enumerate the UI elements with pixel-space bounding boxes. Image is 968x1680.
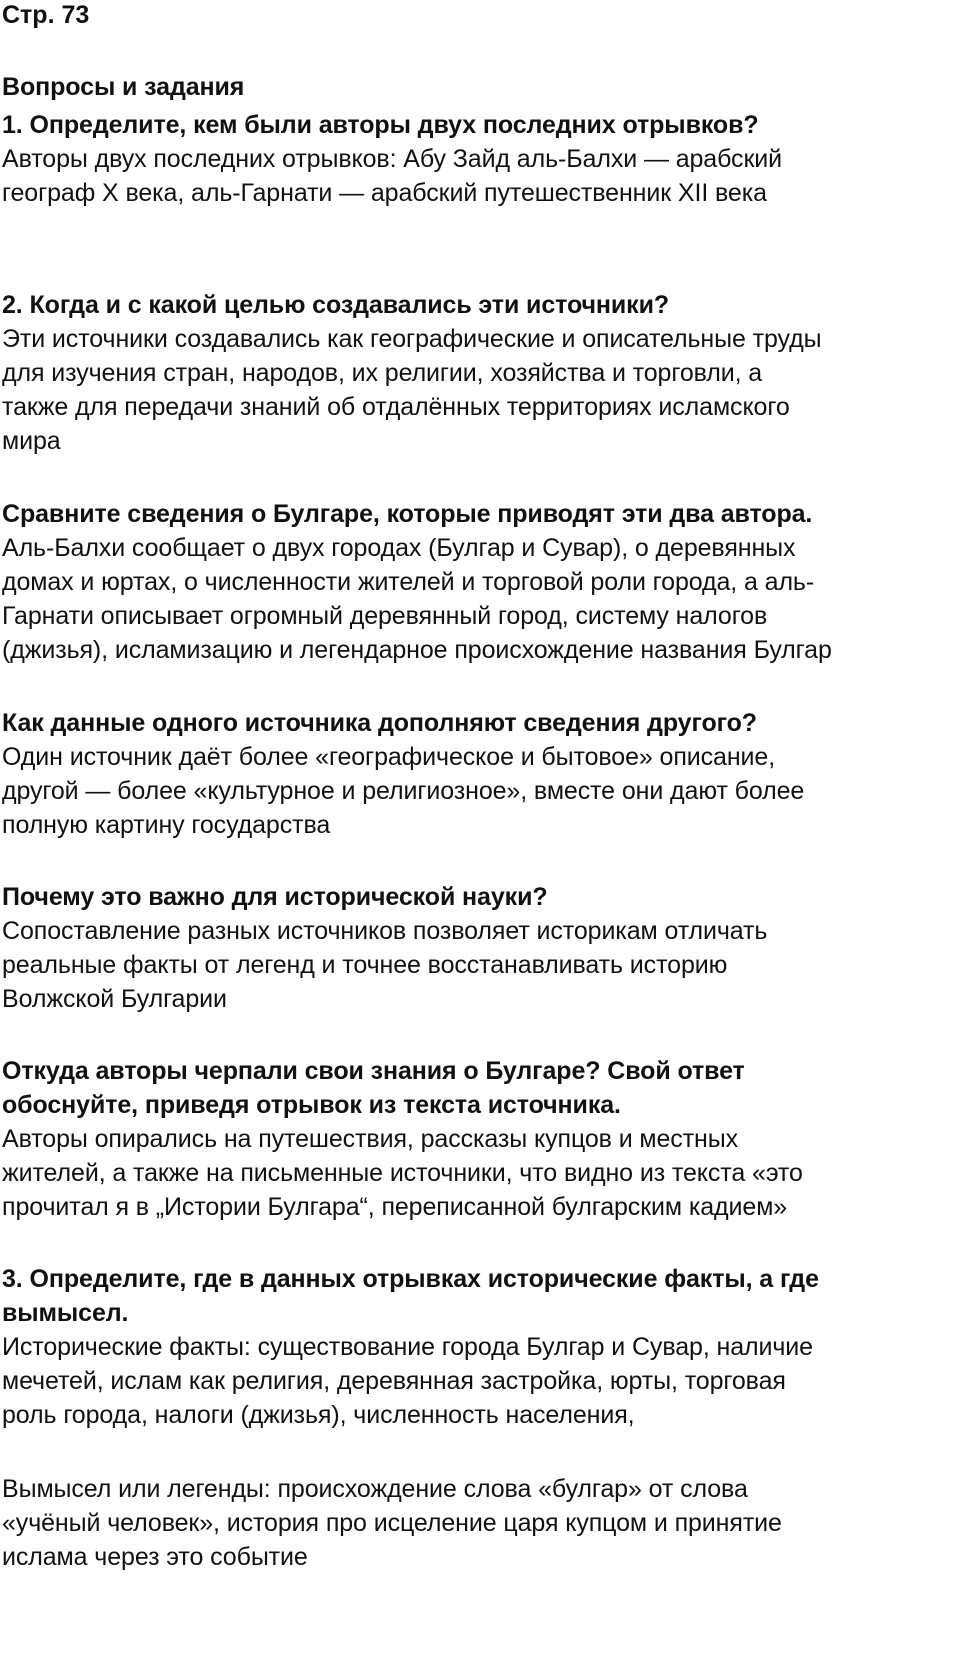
answer-7-line-1: Исторические факты: существование города Булгар и Сувар, наличие [2, 1333, 813, 1361]
question-4: Как данные одного источника дополняют сведения другого? [2, 709, 757, 737]
answer-1-line-1: Авторы двух последних отрывков: Абу Зайд аль-Балхи — арабский [2, 145, 783, 173]
answer-4-line-1: Один источник даёт более «географическое и бытовое» описание, [2, 743, 776, 771]
answer-8-line-1: Вымысел или легенды: происхождение слова «булгар» от слова [2, 1475, 748, 1503]
answer-8-line-3: ислама через это событие [2, 1543, 308, 1571]
answer-2-line-2: для изучения стран, народов, их религии, хозяйства и торговли, а [2, 359, 763, 387]
answer-3-line-1: Аль-Балхи сообщает о двух городах (Булгар и Сувар), о деревянных [2, 534, 796, 562]
answer-2-line-3: также для передачи знаний об отдалённых территориях исламского [2, 393, 790, 421]
answer-4-line-3: полную картину государства [2, 811, 331, 839]
answer-5-line-3: Волжской Булгарии [2, 985, 227, 1013]
section-heading-block [2, 70, 962, 104]
qa-item-7 [2, 1262, 962, 1432]
qa-item-4 [2, 706, 962, 842]
page-number: Стр. 73 [2, 1, 90, 29]
section-title: Вопросы и задания [2, 73, 245, 101]
question-6-line-2: обоснуйте, приведя отрывок из текста источника. [2, 1091, 621, 1119]
qa-item-1 [2, 108, 962, 210]
answer-2-line-1: Эти источники создавались как географические и описательные труды [2, 325, 822, 353]
answer-3-line-2: домах и юртах, о численности жителей и торговой роли города, а аль- [2, 568, 815, 596]
answer-7-line-3: роль города, налоги (джизья), численность населения, [2, 1401, 635, 1429]
answer-1-line-2: географ X века, аль-Гарнати — арабский путешественник XII века [2, 179, 767, 207]
question-1: 1. Определите, кем были авторы двух последних отрывков? [2, 111, 759, 139]
answer-5-line-1: Сопоставление разных источников позволяет историкам отличать [2, 917, 768, 945]
answer-6-line-2: жителей, а также на письменные источники, что видно из текста «это [2, 1159, 803, 1187]
qa-item-8 [2, 1472, 962, 1574]
answer-5-line-2: реальные факты от легенд и точнее восстанавливать историю [2, 951, 728, 979]
question-5: Почему это важно для исторической науки? [2, 883, 548, 911]
answer-7-line-2: мечетей, ислам как религия, деревянная застройка, юрты, торговая [2, 1367, 786, 1395]
qa-item-5 [2, 880, 962, 1016]
qa-item-6 [2, 1054, 962, 1224]
question-3: Сравните сведения о Булгаре, которые приводят эти два автора. [2, 500, 813, 528]
qa-item-2 [2, 288, 962, 458]
answer-3-line-3: Гарнати описывает огромный деревянный город, систему налогов [2, 602, 768, 630]
question-7-line-2: вымысел. [2, 1299, 129, 1327]
answer-8-line-2: «учёный человек», история про исцеление царя купцом и принятие [2, 1509, 782, 1537]
answer-4-line-2: другой — более «культурное и религиозное», вместе они дают более [2, 777, 805, 805]
question-2: 2. Когда и с какой целью создавались эти источники? [2, 291, 670, 319]
answer-2-line-4: мира [2, 427, 61, 455]
qa-item-3 [2, 497, 962, 667]
answer-6-line-1: Авторы опирались на путешествия, рассказы купцов и местных [2, 1125, 739, 1153]
answer-6-line-3: прочитал я в „Истории Булгара“, переписанной булгарским кадием» [2, 1193, 788, 1221]
question-6-line-1: Откуда авторы черпали свои знания о Булгаре? Свой ответ [2, 1057, 745, 1085]
answer-3-line-4: (джизья), исламизацию и легендарное происхождение названия Булгар [2, 636, 832, 664]
question-7-line-1: 3. Определите, где в данных отрывках исторические факты, а где [2, 1265, 819, 1293]
